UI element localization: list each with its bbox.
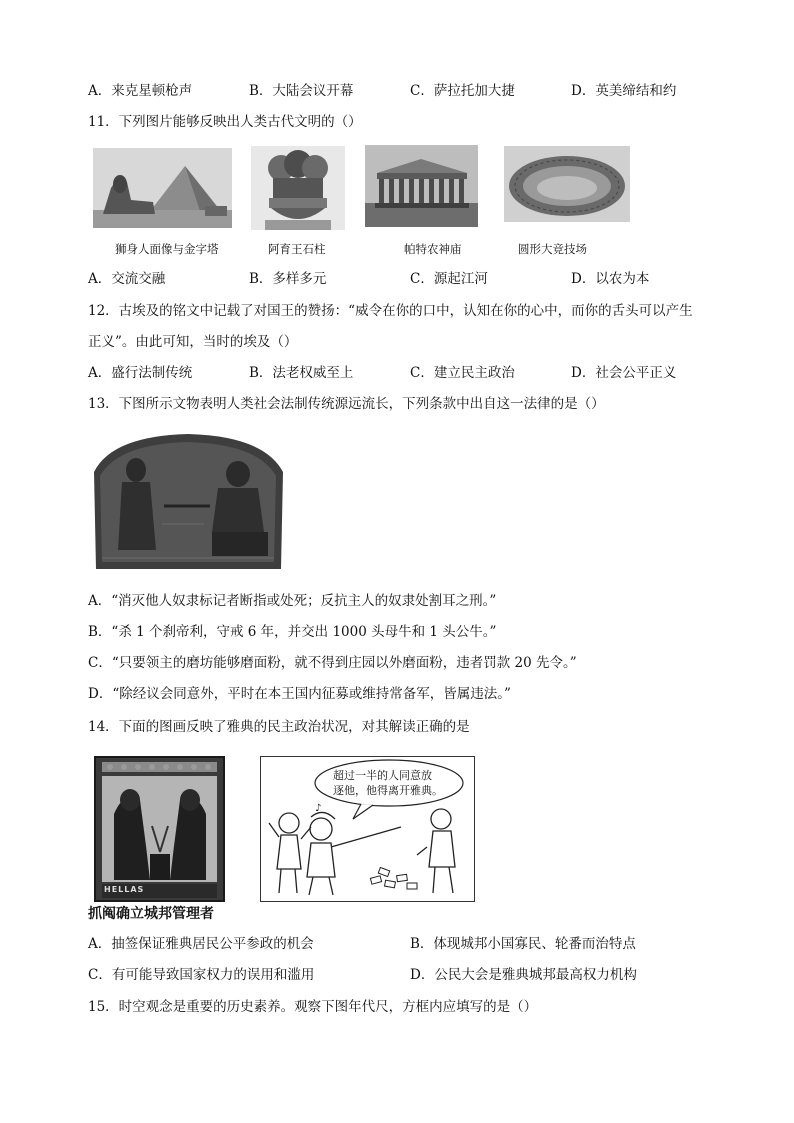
colosseum-caption: 圆形大竞技场 [518, 242, 587, 256]
q10-option-a: A．来克星顿枪声 [88, 83, 193, 99]
speech-line-2: 逐他，他得离开雅典。 [333, 784, 443, 797]
q14-option-d: D．公民大会是雅典城邦最高权力机构 [410, 967, 637, 983]
q13-option-a: A．“消灭他人奴隶标记者断指或处死；反抗主人的奴隶处割耳之刑。” [88, 593, 497, 609]
q11-stem: 11．下列图片能够反映出人类古代文明的（） [88, 114, 362, 130]
q10-option-d: D．英美缔结和约 [571, 83, 677, 99]
q10-option-c: C．萨拉托加大捷 [410, 83, 515, 99]
q12-option-b: B．法老权威至上 [249, 365, 354, 381]
greek-vase-image [94, 756, 225, 902]
q14-option-b: B．体现城邦小国寡民、轮番而治特点 [410, 936, 636, 952]
ashoka-pillar-image [251, 146, 345, 230]
q11-option-a: A．交流交融 [88, 271, 166, 287]
sphinx-caption: 狮身人面像与金字塔 [115, 242, 219, 256]
q10-option-b: B．大陆会议开幕 [249, 83, 354, 99]
q13-option-b: B．“杀 1 个刹帝利，守戒 6 年，并交出 1000 头母牛和 1 头公牛。” [88, 624, 497, 640]
q15-stem: 15．时空观念是重要的历史素养。观察下图年代尺，方框内应填写的是（） [88, 999, 538, 1015]
parthenon-caption: 帕特农神庙 [404, 242, 462, 256]
ashoka-caption: 阿育王石柱 [268, 242, 326, 256]
q11-option-b: B．多样多元 [249, 271, 327, 287]
vase-caption: 抓阄确立城邦管理者 [88, 906, 214, 922]
ostracism-cartoon-image [260, 756, 475, 902]
parthenon-image [365, 145, 478, 227]
q14-option-c: C．有可能导致国家权力的误用和滥用 [88, 967, 315, 983]
q13-option-d: D．“除经议会同意外，平时在本王国内征募或维持常备军，皆属违法。” [88, 686, 511, 702]
speech-line-1: 超过一半的人同意放 [333, 769, 432, 782]
vase-label: HELLAS [104, 885, 145, 894]
hammurabi-stele-image [92, 432, 285, 569]
q12-stem-line2: 正义”。由此可知，当时的埃及（） [88, 334, 298, 350]
q12-option-c: C．建立民主政治 [410, 365, 515, 381]
q11-option-c: C．源起江河 [410, 271, 488, 287]
colosseum-image [504, 146, 630, 222]
q14-option-a: A．抽签保证雅典居民公平参政的机会 [88, 936, 314, 952]
q12-stem-line1: 12．古埃及的铭文中记载了对国王的赞扬：“威令在你的口中，认知在你的心中，而你的舌头可以产生 [88, 303, 693, 319]
q12-option-a: A．盛行法制传统 [88, 365, 193, 381]
q13-option-c: C．“只要领主的磨坊能够磨面粉，就不得到庄园以外磨面粉，违者罚款 20 先令。” [88, 655, 577, 671]
q14-stem: 14．下面的图画反映了雅典的民主政治状况，对其解读正确的是 [88, 719, 470, 735]
svg-text:♪: ♪ [315, 803, 322, 814]
sphinx-pyramid-image [93, 148, 232, 228]
q11-option-d: D．以农为本 [571, 271, 650, 287]
q13-stem: 13．下图所示文物表明人类社会法制传统源远流长，下列条款中出自这一法律的是（） [88, 396, 605, 412]
q12-option-d: D．社会公平正义 [571, 365, 677, 381]
